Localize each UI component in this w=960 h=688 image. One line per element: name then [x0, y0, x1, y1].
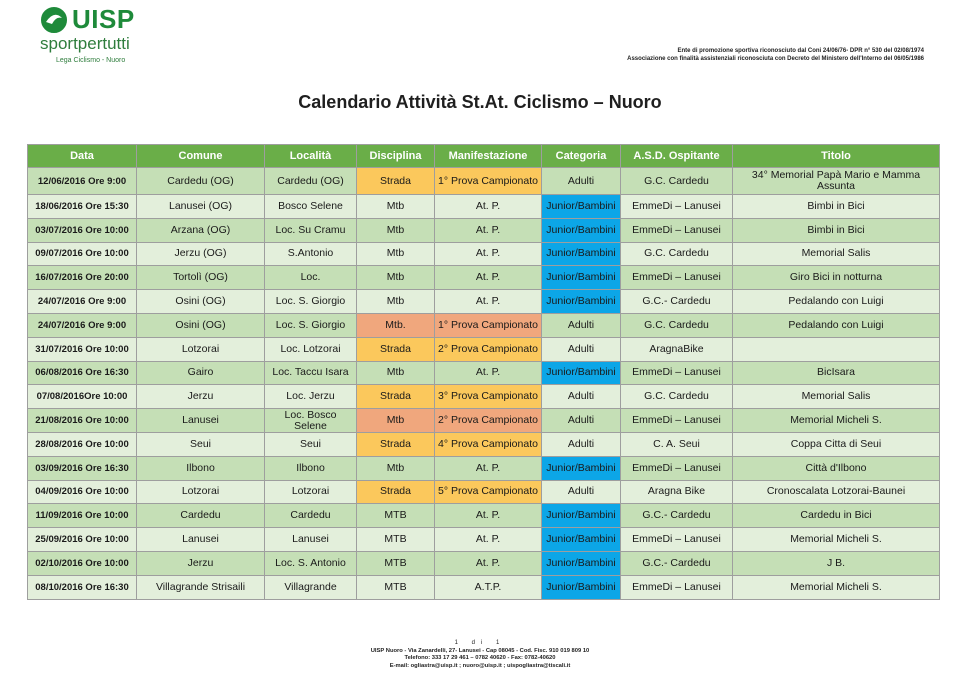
page-title: Calendario Attività St.At. Ciclismo – Nuoro	[298, 92, 662, 112]
cell-comune: Jerzu	[137, 551, 265, 575]
cell-categoria: Junior/Bambini	[542, 456, 621, 480]
cell-localita: S.Antonio	[265, 242, 357, 266]
cell-asd-ospitante: G.C. Cardedu	[621, 242, 733, 266]
footer-phone: Telefono: 333 17 29 461 – 0782 40620 - Fax: 0782-40620	[404, 655, 556, 661]
table-row	[28, 551, 940, 575]
cell-data: 09/07/2016 Ore 10:00	[28, 242, 137, 266]
cell-localita: Loc. Taccu Isara	[265, 361, 357, 385]
cell-categoria: Junior/Bambini	[542, 504, 621, 528]
logo-brand: UISP	[72, 4, 135, 34]
cell-disciplina: MTB	[357, 575, 435, 599]
table-row	[28, 313, 940, 337]
cell-titolo: Bimbi in Bici	[733, 195, 940, 219]
column-header: Categoria	[542, 145, 621, 168]
footer-address: UISP Nuoro - Via Zanardelli, 27- Lanusei - Cap 08045 - Cod. Fisc. 910 019 809 10	[370, 647, 590, 654]
cell-comune: Jerzu (OG)	[137, 242, 265, 266]
cell-asd-ospitante: EmmeDi – Lanusei	[621, 361, 733, 385]
cell-disciplina: MTB	[357, 504, 435, 528]
cell-asd-ospitante: AragnaBike	[621, 337, 733, 361]
cell-manifestazione: At. P.	[435, 218, 542, 242]
cell-titolo: BicIsara	[733, 361, 940, 385]
cell-titolo: Coppa Citta di Seui	[733, 432, 940, 456]
column-header: Manifestazione	[435, 145, 542, 168]
uisp-logo-icon	[40, 6, 68, 34]
cell-comune: Tortolì (OG)	[137, 266, 265, 290]
cell-localita: Loc. Jerzu	[265, 385, 357, 409]
cell-localita: Villagrande	[265, 575, 357, 599]
logo-subtitle: Lega Ciclismo - Nuoro	[56, 57, 126, 64]
cell-disciplina: MTB	[357, 551, 435, 575]
cell-asd-ospitante: EmmeDi – Lanusei	[621, 528, 733, 552]
cell-manifestazione: At. P.	[435, 456, 542, 480]
cell-disciplina: Strada	[357, 432, 435, 456]
cell-asd-ospitante: EmmeDi – Lanusei	[621, 195, 733, 219]
cell-titolo: 34° Memorial Papà Mario e Mamma Assunta	[733, 168, 940, 195]
table-row	[28, 456, 940, 480]
cell-disciplina: Strada	[357, 385, 435, 409]
page-number: 1 di 1	[454, 640, 506, 646]
cell-titolo: Memorial Micheli S.	[733, 528, 940, 552]
table-row	[28, 168, 940, 195]
cell-comune: Lotzorai	[137, 337, 265, 361]
cell-categoria: Adulti	[542, 409, 621, 433]
cell-manifestazione: At. P.	[435, 290, 542, 314]
cell-manifestazione: 5° Prova Campionato	[435, 480, 542, 504]
cell-manifestazione: At. P.	[435, 551, 542, 575]
table-row	[28, 504, 940, 528]
cell-comune: Lanusei (OG)	[137, 195, 265, 219]
cell-titolo: Pedalando con Luigi	[733, 313, 940, 337]
cell-categoria: Adulti	[542, 385, 621, 409]
table-row	[28, 266, 940, 290]
cell-disciplina: Strada	[357, 168, 435, 195]
cell-comune: Osini (OG)	[137, 290, 265, 314]
cell-titolo: Cronoscalata Lotzorai-Baunei	[733, 480, 940, 504]
cell-disciplina: Strada	[357, 337, 435, 361]
cell-asd-ospitante: Aragna Bike	[621, 480, 733, 504]
cell-titolo: Cardedu in Bici	[733, 504, 940, 528]
table-row	[28, 528, 940, 552]
cell-manifestazione: 1° Prova Campionato	[435, 313, 542, 337]
cell-titolo: Bimbi in Bici	[733, 218, 940, 242]
footer-email: E-mail: ogliastra@uisp.it ; nuoro@uisp.it ; uispogliastra@tiscali.it	[389, 662, 571, 669]
uisp-logo	[40, 4, 160, 74]
cell-localita: Ilbono	[265, 456, 357, 480]
cell-categoria: Junior/Bambini	[542, 528, 621, 552]
ente-line-1: Ente di promozione sportiva riconosciuto dal Coni 24/06/76- DPR n° 530 del 02/08/1974	[677, 48, 924, 54]
cell-disciplina: Strada	[357, 480, 435, 504]
cell-data: 04/09/2016 Ore 10:00	[28, 480, 137, 504]
cell-titolo: Memorial Micheli S.	[733, 575, 940, 599]
cell-data: 25/09/2016 Ore 10:00	[28, 528, 137, 552]
cell-manifestazione: At. P.	[435, 361, 542, 385]
table-row	[28, 432, 940, 456]
cell-localita: Loc. Lotzorai	[265, 337, 357, 361]
cell-asd-ospitante: EmmeDi – Lanusei	[621, 218, 733, 242]
table-row	[28, 290, 940, 314]
cell-categoria: Junior/Bambini	[542, 290, 621, 314]
column-header: Disciplina	[357, 145, 435, 168]
cell-manifestazione: 3° Prova Campionato	[435, 385, 542, 409]
cell-comune: Lotzorai	[137, 480, 265, 504]
table-row	[28, 361, 940, 385]
cell-data: 11/09/2016 Ore 10:00	[28, 504, 137, 528]
cell-asd-ospitante: EmmeDi – Lanusei	[621, 266, 733, 290]
cell-comune: Gairo	[137, 361, 265, 385]
cell-disciplina: Mtb	[357, 361, 435, 385]
cell-comune: Jerzu	[137, 385, 265, 409]
cell-categoria: Adulti	[542, 168, 621, 195]
cell-manifestazione: 4° Prova Campionato	[435, 432, 542, 456]
table-row	[28, 480, 940, 504]
column-header: Comune	[137, 145, 265, 168]
cell-data: 24/07/2016 Ore 9:00	[28, 313, 137, 337]
cell-categoria: Junior/Bambini	[542, 195, 621, 219]
table-row	[28, 409, 940, 433]
table-row	[28, 195, 940, 219]
cell-asd-ospitante: G.C. Cardedu	[621, 313, 733, 337]
cell-comune: Cardedu	[137, 504, 265, 528]
cell-categoria: Junior/Bambini	[542, 266, 621, 290]
cell-asd-ospitante: EmmeDi – Lanusei	[621, 409, 733, 433]
cell-disciplina: Mtb	[357, 266, 435, 290]
cell-comune: Arzana (OG)	[137, 218, 265, 242]
cell-asd-ospitante: EmmeDi – Lanusei	[621, 575, 733, 599]
cell-data: 02/10/2016 Ore 10:00	[28, 551, 137, 575]
cell-localita: Loc. S. Antonio	[265, 551, 357, 575]
table-row	[28, 242, 940, 266]
column-header: Data	[28, 145, 137, 168]
cell-localita: Cardedu	[265, 504, 357, 528]
cell-titolo: Giro Bici in notturna	[733, 266, 940, 290]
cell-localita: Lanusei	[265, 528, 357, 552]
cell-disciplina: Mtb	[357, 195, 435, 219]
cell-data: 06/08/2016 Ore 16:30	[28, 361, 137, 385]
cell-asd-ospitante: G.C. Cardedu	[621, 385, 733, 409]
cell-data: 18/06/2016 Ore 15:30	[28, 195, 137, 219]
cell-categoria: Junior/Bambini	[542, 361, 621, 385]
cell-localita: Loc. Bosco Selene	[265, 409, 357, 433]
table-row	[28, 337, 940, 361]
cell-titolo: Memorial Micheli S.	[733, 409, 940, 433]
cell-localita: Seui	[265, 432, 357, 456]
cell-asd-ospitante: G.C.- Cardedu	[621, 290, 733, 314]
cell-data: 03/09/2016 Ore 16:30	[28, 456, 137, 480]
calendar-table	[27, 144, 940, 600]
cell-titolo	[733, 337, 940, 361]
cell-titolo: Memorial Salis	[733, 385, 940, 409]
cell-manifestazione: At. P.	[435, 242, 542, 266]
ente-info	[627, 47, 924, 63]
cell-manifestazione: At. P.	[435, 195, 542, 219]
cell-data: 21/08/2016 Ore 10:00	[28, 409, 137, 433]
cell-data: 03/07/2016 Ore 10:00	[28, 218, 137, 242]
cell-categoria: Junior/Bambini	[542, 551, 621, 575]
cell-asd-ospitante: G.C.- Cardedu	[621, 504, 733, 528]
column-header: A.S.D. Ospitante	[621, 145, 733, 168]
cell-data: 08/10/2016 Ore 16:30	[28, 575, 137, 599]
cell-disciplina: Mtb	[357, 456, 435, 480]
cell-disciplina: Mtb	[357, 290, 435, 314]
column-header: Titolo	[733, 145, 940, 168]
cell-data: 07/08/2016Ore 10:00	[28, 385, 137, 409]
cell-comune: Lanusei	[137, 409, 265, 433]
cell-comune: Seui	[137, 432, 265, 456]
cell-localita: Cardedu (OG)	[265, 168, 357, 195]
cell-data: 24/07/2016 Ore 9:00	[28, 290, 137, 314]
cell-titolo: Pedalando con Luigi	[733, 290, 940, 314]
cell-categoria: Junior/Bambini	[542, 242, 621, 266]
cell-localita: Lotzorai	[265, 480, 357, 504]
cell-manifestazione: At. P.	[435, 528, 542, 552]
table-row	[28, 385, 940, 409]
cell-disciplina: Mtb	[357, 409, 435, 433]
cell-localita: Loc.	[265, 266, 357, 290]
cell-disciplina: MTB	[357, 528, 435, 552]
table-row	[28, 575, 940, 599]
column-header: Località	[265, 145, 357, 168]
cell-localita: Loc. S. Giorgio	[265, 290, 357, 314]
footer	[0, 640, 960, 670]
cell-categoria: Junior/Bambini	[542, 218, 621, 242]
cell-manifestazione: 2° Prova Campionato	[435, 409, 542, 433]
cell-manifestazione: A.T.P.	[435, 575, 542, 599]
cell-comune: Villagrande Strisaili	[137, 575, 265, 599]
cell-data: 28/08/2016 Ore 10:00	[28, 432, 137, 456]
cell-categoria: Adulti	[542, 337, 621, 361]
cell-disciplina: Mtb	[357, 242, 435, 266]
cell-categoria: Adulti	[542, 432, 621, 456]
cell-titolo: J B.	[733, 551, 940, 575]
cell-titolo: Città d'Ilbono	[733, 456, 940, 480]
cell-disciplina: Mtb.	[357, 313, 435, 337]
cell-asd-ospitante: EmmeDi – Lanusei	[621, 456, 733, 480]
cell-categoria: Adulti	[542, 480, 621, 504]
cell-comune: Cardedu (OG)	[137, 168, 265, 195]
table-row	[28, 218, 940, 242]
cell-comune: Lanusei	[137, 528, 265, 552]
cell-localita: Loc. S. Giorgio	[265, 313, 357, 337]
cell-comune: Osini (OG)	[137, 313, 265, 337]
cell-localita: Bosco Selene	[265, 195, 357, 219]
cell-manifestazione: At. P.	[435, 504, 542, 528]
cell-manifestazione: At. P.	[435, 266, 542, 290]
cell-categoria: Junior/Bambini	[542, 575, 621, 599]
cell-titolo: Memorial Salis	[733, 242, 940, 266]
cell-data: 31/07/2016 Ore 10:00	[28, 337, 137, 361]
cell-data: 16/07/2016 Ore 20:00	[28, 266, 137, 290]
table-header-row	[28, 145, 940, 168]
ente-line-2: Associazione con finalità assistenziali riconosciuta con Decreto del Ministero dell'Interno del 06/05/1986	[627, 56, 924, 62]
cell-asd-ospitante: G.C.- Cardedu	[621, 551, 733, 575]
cell-localita: Loc. Su Cramu	[265, 218, 357, 242]
logo-tagline: sportpertutti	[40, 34, 130, 53]
cell-comune: Ilbono	[137, 456, 265, 480]
cell-data: 12/06/2016 Ore 9:00	[28, 168, 137, 195]
cell-manifestazione: 2° Prova Campionato	[435, 337, 542, 361]
cell-asd-ospitante: C. A. Seui	[621, 432, 733, 456]
table-body	[28, 168, 940, 600]
cell-manifestazione: 1° Prova Campionato	[435, 168, 542, 195]
cell-asd-ospitante: G.C. Cardedu	[621, 168, 733, 195]
cell-categoria: Adulti	[542, 313, 621, 337]
cell-disciplina: Mtb	[357, 218, 435, 242]
